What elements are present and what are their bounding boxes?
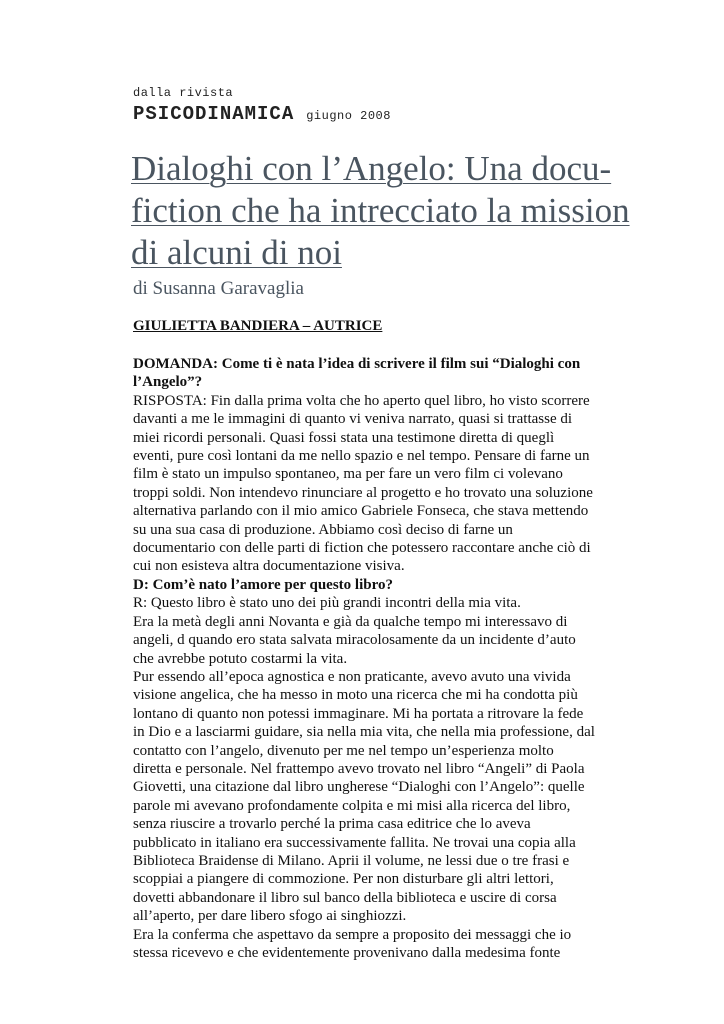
article-title: Dialoghi con l’Angelo: Una docu-fiction che ha intrecciato la mission di alcuni di noi bbox=[131, 149, 630, 272]
magazine-name: PSICODINAMICA bbox=[133, 103, 295, 125]
answer-2-paragraph-4: Era la conferma che aspettavo da sempre a proposito dei messaggi che io stessa ricevevo e che evidentemente provenivano dalla medesima fonte bbox=[133, 926, 572, 961]
answer-2-paragraph-3: Pur essendo all’epoca agnostica e non praticante, avevo avuto una vivida visione angelica, che ha messo in moto una ricerca che mi ha condotta più lontano di quanto non potessi immaginare. Mi ha portata a ritrovare la fede in Dio e a lasciarmi guidare, sia nella mia vita, che nella mia professione, dal contatto con l’angelo, divenuto per me nel tempo un’esperienza molto diretta e personale. Nel frattempo avevo trovato nel libro “Angeli” di Paola Giovetti, una citazione dal libro ungherese “Dialoghi con l’Angelo”: quelle parole mi avevano profondamente colpita e mi misi alla ricerca del libro, senza riuscire a trovarlo perché la prima casa editrice che lo aveva pubblicato in italiano era successivamente fallita. Ne trovai una copia alla Biblioteca Braidense di Milano. Aprii il volume, ne lessi due o tre frasi e scoppiai a piangere di commozione. Per non disturbare gli altri lettori, dovetti abbandonare il libro sul banco della biblioteca e uscire di corsa all’aperto, per dare libero sfogo ai singhiozzi. bbox=[133, 668, 595, 925]
article-byline: di Susanna Garavaglia bbox=[133, 278, 304, 299]
answer-1: RISPOSTA: Fin dalla prima volta che ho aperto quel libro, ho visto scorrere davanti a me le immagini di quanto vi veniva narrato, quasi si trattasse di miei ricordi personali. Quasi fossi stata una testimone diretta di queglì eventi, pure così lontani da me nello spazio e nel tempo. Pensare di farne un film è stato un impulso spontaneo, ma per fare un vero film ci volevano troppi soldi. Non intendevo rinunciare al progetto e ho trovato una soluzione alternativa parlando con il mio amico Gabriele Fonseca, che stava mettendo su una sua casa di produzione. Abbiamo così deciso di farne un documentario con delle parti di fiction che potessero raccontare anche ciò di cui non esisteva altra documentazione visiva. bbox=[133, 392, 593, 575]
answer-2-paragraph-2: Era la metà degli anni Novanta e già da qualche tempo mi interessavo di angeli, d quando ero stata salvata miracolosamente da un incidente d’auto che avrebbe potuto costarmi la vita. bbox=[133, 613, 576, 667]
magazine-header bbox=[133, 103, 391, 125]
issue-date: giugno 2008 bbox=[306, 109, 391, 123]
source-label: dalla rivista bbox=[133, 86, 234, 100]
question-1: DOMANDA: Come ti è nata l’idea di scrivere il film sui “Dialoghi con l’Angelo”? bbox=[133, 356, 581, 391]
interview-body bbox=[133, 355, 595, 962]
question-2: D: Com’è nato l’amore per questo libro? bbox=[133, 576, 393, 593]
interviewee-heading: GIULIETTA BANDIERA – AUTRICE bbox=[133, 318, 383, 334]
answer-2-paragraph-1: R: Questo libro è stato uno dei più grandi incontri della mia vita. bbox=[133, 595, 521, 612]
